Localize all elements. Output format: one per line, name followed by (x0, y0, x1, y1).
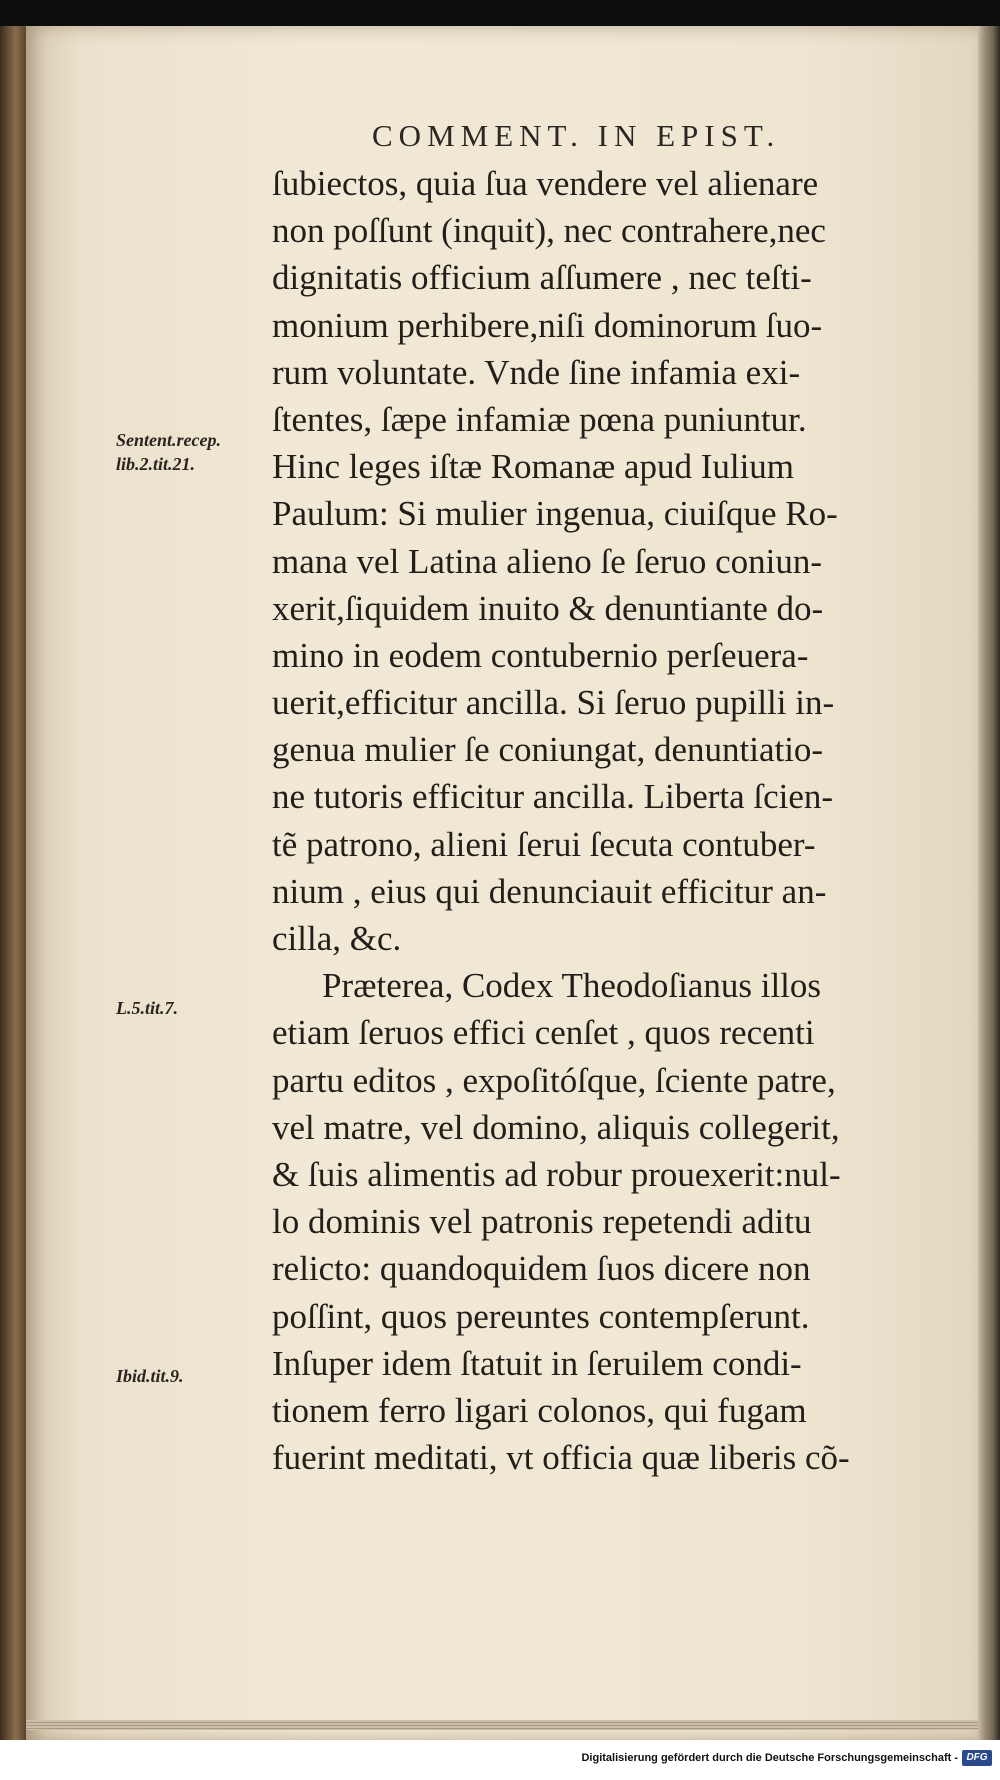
text-line: cilla, &c. (272, 919, 402, 958)
text-line: fuerint meditati, vt officia quæ liberis cõ- (272, 1438, 850, 1478)
margin-note-sententiae (116, 428, 266, 476)
text-line: ſtentes, ſæpe infamiæ pœna puniuntur. (272, 399, 807, 439)
margin-note-line: L.5.tit.7. (116, 998, 178, 1018)
text-line: tionem ferro ligari colonos, qui fugam (272, 1390, 807, 1430)
text-line: rum voluntate. Vnde ſine infamia exi- (272, 352, 801, 392)
text-line: mino in eodem contubernio perſeuera- (272, 635, 809, 675)
text-line: genua mulier ſe coniungat, denuntiatio- (272, 730, 824, 770)
body-text (272, 160, 962, 1481)
text-line: Inſuper idem ſtatuit in ſeruilem condi- (272, 1343, 802, 1383)
text-line: dignitatis officium aſſumere , nec teſti- (272, 258, 812, 298)
dfg-logo: DFG (962, 1750, 992, 1766)
scan-top-border (0, 0, 1000, 26)
text-line: lo dominis vel patronis repetendi aditu (272, 1202, 812, 1242)
text-line: nium , eius qui denunciauit efficitur an- (272, 871, 827, 911)
text-line: monium perhibere,niſi dominorum ſuo- (272, 305, 823, 345)
text-line: ne tutoris efficitur ancilla. Liberta ſcien- (272, 777, 834, 817)
margin-note-ibid (116, 1364, 266, 1388)
text-line: xerit,ſiquidem inuito & denuntiante do- (272, 588, 824, 628)
text-line: poſſint, quos pereuntes contempſerunt. (272, 1296, 810, 1336)
text-line: mana vel Latina alieno ſe ſeruo coniun- (272, 541, 823, 581)
text-line: uerit,efficitur ancilla. Si ſeruo pupilli in- (272, 683, 835, 723)
text-line: ſubiectos, quia ſua vendere vel alienare (272, 164, 819, 203)
funding-credit: Digitalisierung gefördert durch die Deutsche Forschungsgemeinschaft - (581, 1752, 958, 1764)
page-fore-edge (978, 26, 1000, 1740)
text-line: etiam ſeruos effici cenſet , quos recenti (272, 1013, 815, 1053)
text-line: & ſuis alimentis ad robur prouexerit:nul- (272, 1154, 841, 1194)
text-line: Paulum: Si mulier ingenua, ciuiſque Ro- (272, 494, 838, 534)
text-line: tẽ patrono, alieni ſerui ſecuta contuber- (272, 824, 816, 864)
margin-note-line: Ibid.tit.9. (116, 1366, 184, 1386)
text-line: non poſſunt (inquit), nec contrahere,nec (272, 211, 826, 251)
text-line: partu editos , expoſitóſque, ſciente patre, (272, 1060, 836, 1100)
paragraph-start-line: Præterea, Codex Theodoſianus illos (322, 966, 822, 1006)
text-line: relicto: quandoquidem ſuos dicere non (272, 1249, 811, 1289)
running-header: COMMENT. IN EPIST. (372, 118, 781, 153)
margin-note-line: Sentent.recep. (116, 430, 221, 450)
margin-note-codex (116, 996, 266, 1020)
text-line: Hinc leges iſtæ Romanæ apud Iulium (272, 447, 795, 487)
text-line: vel matre, vel domino, aliquis collegerit, (272, 1107, 840, 1147)
digitization-footer (0, 1740, 1000, 1780)
margin-note-line: lib.2.tit.21. (116, 454, 196, 474)
page-bottom-edge (26, 1720, 978, 1730)
book-spine-edge (0, 26, 26, 1740)
